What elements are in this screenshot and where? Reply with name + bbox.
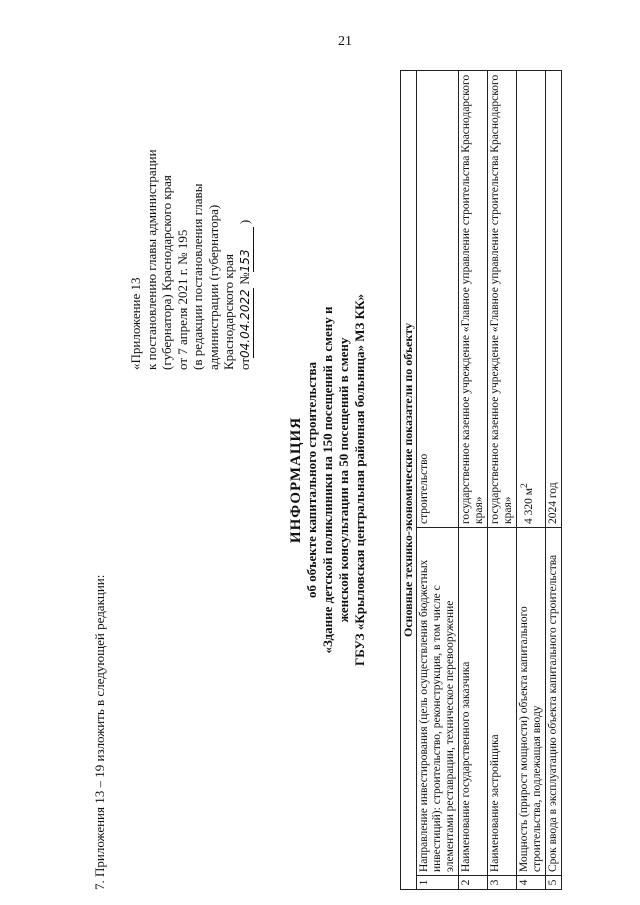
document-title: ИНФОРМАЦИЯ: [288, 416, 304, 544]
page-number: 21: [338, 34, 352, 49]
object-name-line: женской консультации на 50 посещений в смену: [336, 337, 351, 623]
number-sign: №: [236, 272, 252, 285]
table-row: [546, 71, 562, 890]
table-row: [459, 71, 488, 890]
appendix-line: «Приложение 13: [128, 277, 143, 370]
row-indicator-value: 2024 год: [546, 71, 562, 528]
document-subtitle: об объекте капитального строительства: [304, 362, 319, 598]
closing-paren: ): [236, 219, 252, 225]
appendix-reference-block: [128, 115, 254, 370]
handwritten-number: 153: [238, 227, 255, 272]
rotated-page-content: [50, 70, 590, 890]
appendix-line: от 7 апреля 2021 г. № 195: [174, 229, 190, 370]
appendix-signature-line: [237, 115, 255, 370]
handwritten-date: 04.04.2022: [238, 288, 255, 358]
object-name-line: ГБУЗ «Крыловская центральная районная больница» МЗ КК»: [352, 293, 367, 667]
row-number: 3: [488, 876, 517, 890]
appendix-line: к постановлению главы администрации: [143, 149, 159, 370]
document-header: [288, 70, 368, 890]
row-indicator-value: государственное казенное учреждение «Главное управление строительства Краснодарского края»: [488, 71, 517, 528]
capacity-value: 4 320 м: [522, 487, 535, 524]
table-row: [517, 71, 546, 890]
row-indicator-name: Наименование государственного заказчика: [459, 528, 488, 876]
appendix-line: Краснодарского края: [221, 254, 236, 370]
table-section-header: Основные технико-экономические показатели по объекту: [401, 71, 417, 890]
row-indicator-name: Срок ввода в эксплуатацию объекта капитального строительства: [546, 528, 562, 876]
row-indicator-value: [517, 71, 546, 528]
row-indicator-name: Наименование застройщика: [488, 528, 517, 876]
object-name-line: «Здание детской поликлиники на 150 посещений в смену и: [320, 306, 335, 654]
row-indicator-name: Мощность (прирост мощности) объекта капитального строительства, подлежащая вводу: [517, 528, 546, 876]
from-prefix: от: [236, 357, 252, 370]
row-indicator-value: государственное казенное учреждение «Главное управление строительства Краснодарского края»: [459, 71, 488, 528]
appendix-line: (в редакции постановления главы: [190, 183, 205, 370]
row-indicator-name: Направление инвестирования (цель осуществления бюджетных инвестиций): строительство, реконструкция, в том числе с элементами реставрации, техническое перевооружение: [417, 528, 459, 876]
capacity-unit-exponent: 2: [519, 483, 530, 488]
row-indicator-value: строительство: [417, 71, 459, 528]
intro-paragraph: 7. Приложения 13 – 19 изложить в следующей редакции:: [92, 574, 107, 890]
row-number: 4: [517, 876, 546, 890]
row-number: 2: [459, 876, 488, 890]
indicators-table: [400, 70, 562, 890]
appendix-line: (губернатора) Краснодарского края: [159, 175, 174, 370]
row-number: 1: [417, 876, 459, 890]
table-row: [417, 71, 459, 890]
table-row: [488, 71, 517, 890]
row-number: 5: [546, 876, 562, 890]
appendix-line: администрации (губернатора): [205, 204, 221, 370]
